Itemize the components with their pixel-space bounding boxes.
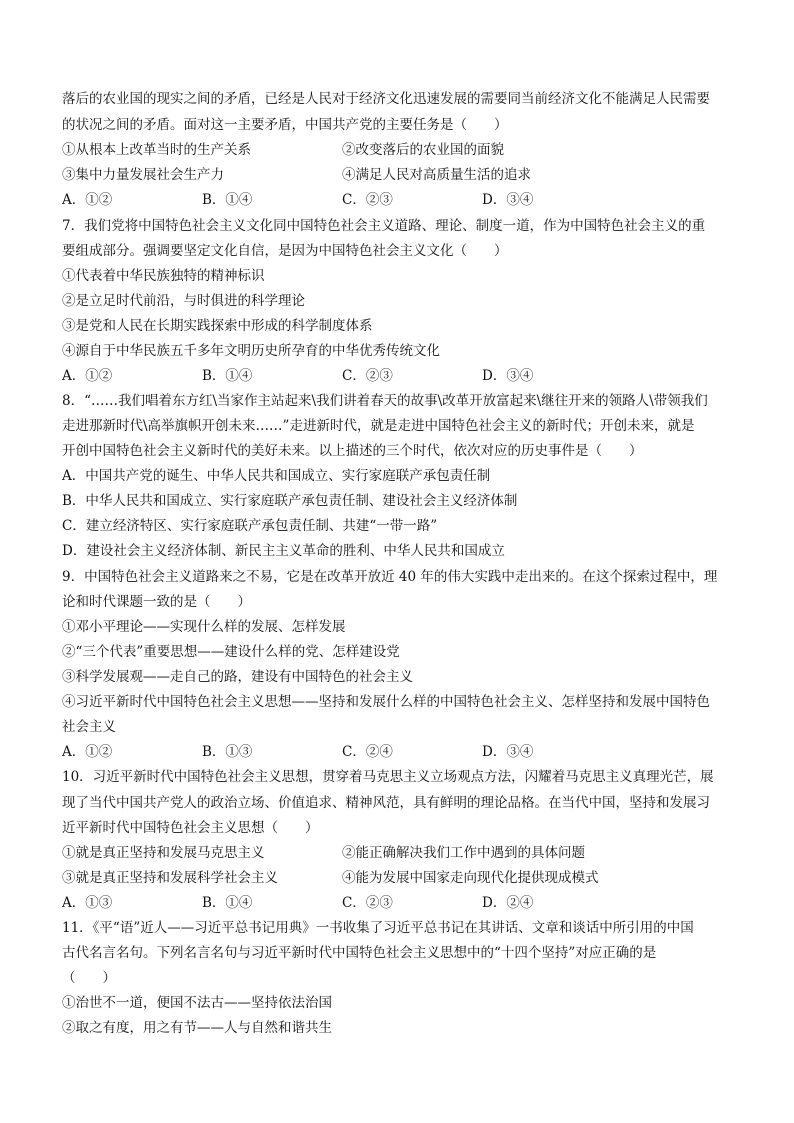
q10-stem-line-1: 10．习近平新时代中国特色社会主义思想，贯穿着马克思主义立场观点方法，闪耀着马克思主义真理光芒，展	[62, 769, 714, 785]
q10-answer-d[interactable]: D．②④	[482, 895, 534, 911]
q9-answer-a[interactable]: A．①②	[62, 744, 113, 760]
q7-option-4: ④源自于中华民族五千多年文明历史所孕育的中华优秀传统文化	[62, 343, 440, 359]
q7-answer-a[interactable]: A．①②	[62, 368, 113, 384]
q8-answer-a[interactable]: A．中国共产党的诞生、中华人民共和国成立、实行家庭联产承包责任制	[62, 468, 491, 484]
q6-option-3: ③集中力量发展社会生产力	[62, 167, 224, 183]
q10-option-4: ④能为发展中国家走向现代化提供现成模式	[342, 870, 599, 886]
q9-option-4-cont: 社会主义	[62, 719, 116, 735]
q10-stem-line-2: 现了当代中国共产党人的政治立场、价值追求、精神风范，具有鲜明的理论品格。在当代中国，坚持和发展习	[62, 795, 710, 811]
q8-answer-d[interactable]: D．建设社会主义经济体制、新民主主义革命的胜利、中华人民共和国成立	[62, 543, 505, 559]
q11-option-1: ①治世不一道，便国不法古——坚持依法治国	[62, 995, 332, 1011]
q11-stem-line-1: 11．《平“语”近人——习近平总书记用典》一书收集了习近平总书记在其讲话、文章和谈话中所引用的中国	[62, 920, 694, 936]
q11-stem-line-2: 古代名言名句。下列名言名句与习近平新时代中国特色社会主义思想中的“十四个坚持”对应正确的是	[62, 945, 657, 961]
q9-answer-d[interactable]: D．③④	[482, 744, 534, 760]
q6-stem-line-1: 落后的农业国的现实之间的矛盾，已经是人民对于经济文化迅速发展的需要同当前经济文化不能满足人民需要	[62, 91, 710, 107]
q8-stem-line-1: 8．“……我们唱着东方红\当家作主站起来\我们讲着春天的故事\改革开放富起来\继往开来的领路人\带领我们	[62, 393, 708, 409]
q9-stem-line-1: 9．中国特色社会主义道路来之不易，它是在改革开放近 40 年的伟大实践中走出来的。在这个探索过程中，理	[62, 569, 718, 585]
q8-stem-line-2: 走进那新时代\高举旗帜开创未来……”走进新时代，就是走进中国特色社会主义的新时代；开创未来，就是	[62, 418, 695, 434]
q7-stem-line-2: 要组成部分。强调要坚定文化自信，是因为中国特色社会主义文化（ ）	[62, 243, 508, 259]
q6-option-1: ①从根本上改革当时的生产关系	[62, 142, 251, 158]
q10-option-1: ①就是真正坚持和发展马克思主义	[62, 845, 265, 861]
q9-option-4: ④习近平新时代中国特色社会主义思想——坚持和发展什么样的中国特色社会主义、怎样坚持和发展中国特色	[62, 694, 710, 710]
q10-answer-c[interactable]: C．②③	[342, 895, 393, 911]
q6-answer-c[interactable]: C．②③	[342, 192, 393, 208]
q8-stem-line-3: 开创中国特色社会主义新时代的美好未来。以上描述的三个时代，依次对应的历史事件是（ ）	[62, 443, 643, 459]
q10-option-3: ③就是真正坚持和发展科学社会主义	[62, 870, 278, 886]
q11-stem-line-3: （ ）	[62, 970, 116, 986]
q7-option-3: ③是党和人民在长期实践探索中形成的科学制度体系	[62, 318, 373, 334]
q6-option-4: ④满足人民对高质量生活的追求	[342, 167, 531, 183]
q9-answer-b[interactable]: B．①③	[202, 744, 253, 760]
q6-answer-d[interactable]: D．③④	[482, 192, 534, 208]
q11-option-2: ②取之有度，用之有节——人与自然和谐共生	[62, 1020, 332, 1036]
q10-answer-b[interactable]: B．①④	[202, 895, 253, 911]
q7-option-1: ①代表着中华民族独特的精神标识	[62, 268, 265, 284]
q9-option-2: ②“三个代表”重要思想——建设什么样的党、怎样建设党	[62, 644, 400, 660]
q6-option-2: ②改变落后的农业国的面貌	[342, 142, 504, 158]
q8-answer-b[interactable]: B．中华人民共和国成立、实行家庭联产承包责任制、建设社会主义经济体制	[62, 493, 518, 509]
q6-answer-b[interactable]: B．①④	[202, 192, 253, 208]
q7-option-2: ②是立足时代前沿，与时俱进的科学理论	[62, 293, 305, 309]
q7-answer-c[interactable]: C．②③	[342, 368, 393, 384]
q6-stem-line-2: 的状况之间的矛盾。面对这一主要矛盾，中国共产党的主要任务是（ ）	[62, 117, 508, 133]
q9-option-1: ①邓小平理论——实现什么样的发展、怎样发展	[62, 619, 346, 635]
q7-answer-b[interactable]: B．①④	[202, 368, 253, 384]
q9-answer-c[interactable]: C．②④	[342, 744, 393, 760]
q9-option-3: ③科学发展观——走自己的路，建设有中国特色的社会主义	[62, 669, 413, 685]
q7-stem-line-1: 7．我们党将中国特色社会主义文化同中国特色社会主义道路、理论、制度一道，作为中国特色社会主义的重	[62, 218, 706, 234]
q6-answer-a[interactable]: A．①②	[62, 192, 113, 208]
q10-option-2: ②能正确解决我们工作中遇到的具体问题	[342, 845, 585, 861]
q10-stem-line-3: 近平新时代中国特色社会主义思想（ ）	[62, 820, 319, 836]
q10-answer-a[interactable]: A．①③	[62, 895, 113, 911]
q8-answer-c[interactable]: C．建立经济特区、实行家庭联产承包责任制、共建“一带一路”	[62, 518, 438, 534]
q9-stem-line-2: 论和时代课题一致的是（ ）	[62, 594, 251, 610]
q7-answer-d[interactable]: D．③④	[482, 368, 534, 384]
